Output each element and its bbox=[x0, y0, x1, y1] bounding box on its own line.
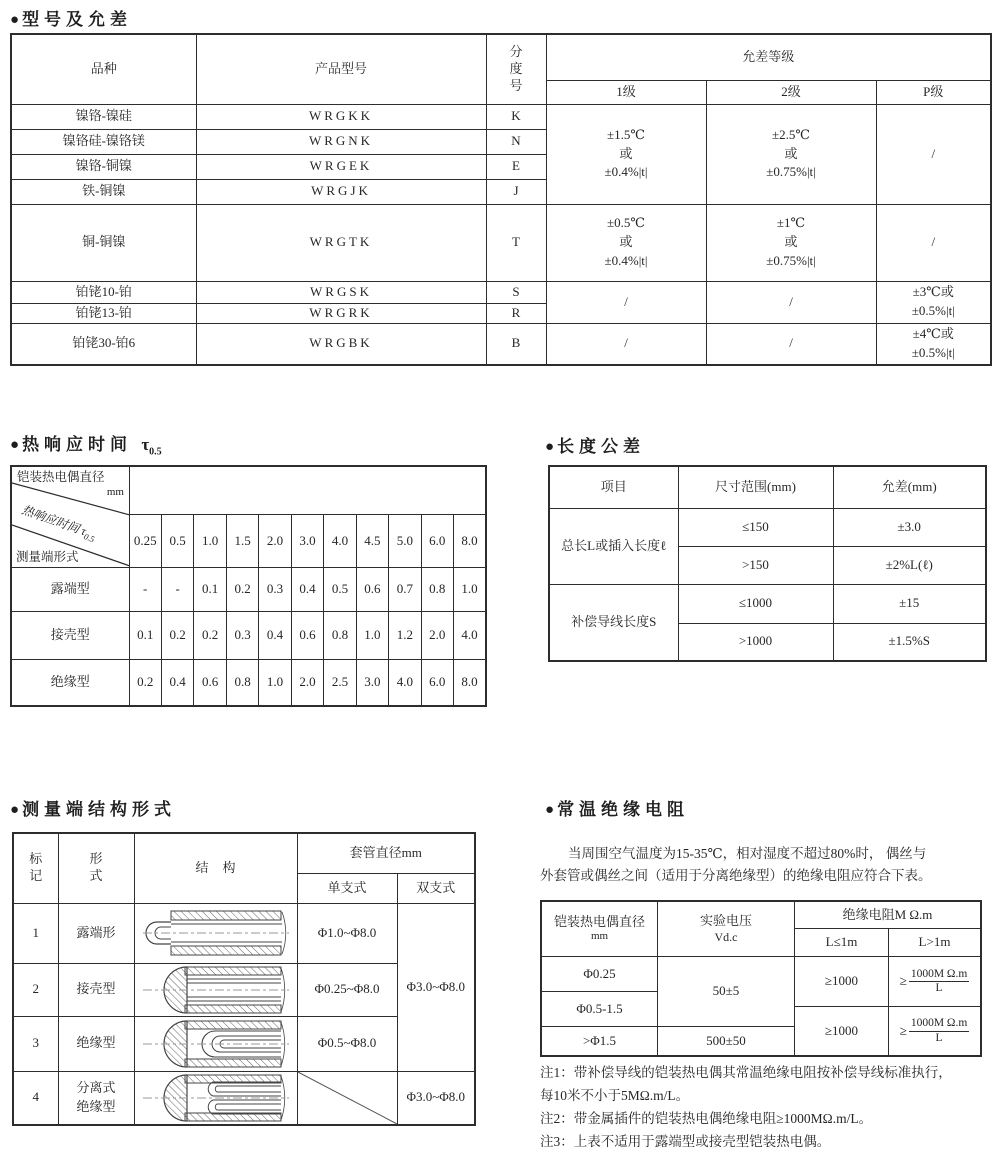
table-cell: 0.2 bbox=[226, 568, 258, 612]
table-cell: 3 bbox=[13, 1016, 58, 1071]
header-form: 形式 bbox=[58, 833, 134, 903]
section-title-structure bbox=[10, 795, 176, 820]
header-insulation-resistance: 绝缘电阻M Ω.m bbox=[795, 902, 980, 929]
table-cell: - bbox=[129, 568, 161, 612]
resistance-fraction-cell: ≥ $\frac{\text{1000M Ω.m}}{L}$ bbox=[899, 1017, 968, 1044]
bullet-icon: ● bbox=[10, 437, 23, 453]
table-cell: 1.2 bbox=[389, 612, 421, 660]
diameter-header: 5.0 bbox=[389, 515, 421, 568]
section-title-length-tolerance bbox=[545, 432, 645, 457]
header-graduation: 分度号 bbox=[486, 34, 546, 104]
table-cell: 0.2 bbox=[194, 612, 226, 660]
table-cell: 0.8 bbox=[421, 568, 453, 612]
header-grade-1: 1级 bbox=[546, 80, 706, 104]
empty-strip-cell bbox=[129, 466, 486, 515]
header-tolerance: 允差(mm) bbox=[833, 466, 986, 508]
table-cell: Φ0.5-1.5 bbox=[542, 992, 658, 1027]
table-cell: 8.0 bbox=[454, 660, 486, 706]
table-cell: 0.6 bbox=[194, 660, 226, 706]
diagram-exposed-junction bbox=[141, 907, 291, 959]
table-cell: ±2%L(ℓ) bbox=[833, 546, 986, 584]
table-cell: T bbox=[486, 204, 546, 281]
table-cell: 0.7 bbox=[389, 568, 421, 612]
table-cell: S bbox=[486, 281, 546, 303]
table-cell: 0.3 bbox=[259, 568, 291, 612]
structure-diagram-cell bbox=[134, 1071, 297, 1125]
structure-diagram-cell bbox=[134, 903, 297, 963]
table-cell: Φ0.25 bbox=[542, 957, 658, 992]
table-cell: R bbox=[486, 303, 546, 323]
header-structure: 结构 bbox=[134, 833, 297, 903]
table-cell: >Φ1.5 bbox=[542, 1027, 658, 1055]
table-cell: 1 bbox=[13, 903, 58, 963]
note-line: 注2：带金属插件的铠装热电偶绝缘电阻≥1000MΩ.m/L。 bbox=[540, 1110, 873, 1126]
tau-subscript: 0.5 bbox=[149, 446, 162, 458]
table-cell: Φ0.5~Φ8.0 bbox=[297, 1016, 397, 1071]
tolerance-cell-b-1: / bbox=[546, 323, 706, 365]
table-cell: 2.5 bbox=[324, 660, 356, 706]
table-cell: K bbox=[486, 104, 546, 129]
header-single: 单支式 bbox=[297, 873, 397, 903]
table-cell: 0.8 bbox=[226, 660, 258, 706]
diameter-header: 0.25 bbox=[129, 515, 161, 568]
table-cell: 绝缘型 bbox=[58, 1016, 134, 1071]
table-cell: 镍铬-镍硅 bbox=[11, 104, 196, 129]
header-tolerance-grade: 允差等级 bbox=[546, 34, 991, 80]
table-cell: 0.5 bbox=[324, 568, 356, 612]
table-cell: ±1.5%S bbox=[833, 623, 986, 661]
structure-diagram-cell bbox=[134, 963, 297, 1016]
tolerance-cell-sr-1: / bbox=[546, 281, 706, 323]
response-time-table bbox=[10, 465, 487, 707]
insulation-paragraph bbox=[540, 843, 992, 886]
table-cell: 500±50 bbox=[658, 1027, 795, 1055]
table-cell: >150 bbox=[678, 546, 833, 584]
row-label: 绝缘型 bbox=[11, 660, 129, 706]
bullet-icon: ● bbox=[545, 802, 558, 818]
insulation-notes bbox=[540, 1062, 995, 1154]
tolerance-cell-t-2: ±1℃ 或 ±0.75%|t| bbox=[706, 204, 876, 281]
corner-bottom-label: 测量端形式 bbox=[16, 550, 79, 564]
section-title-response-time-text: 热响应时间 bbox=[22, 435, 133, 454]
header-product-model: 产品型号 bbox=[196, 34, 486, 104]
tolerance-cell-b-p: ±4℃或 ±0.5%|t| bbox=[876, 323, 991, 365]
table-cell: 铂铑10-铂 bbox=[11, 281, 196, 303]
table-cell: 1.0 bbox=[259, 660, 291, 706]
header-variety: 品种 bbox=[11, 34, 196, 104]
tolerance-cell-b-2: / bbox=[706, 323, 876, 365]
corner-mid-label: 热响应时间 $\tau_{0.5}$ bbox=[19, 502, 96, 545]
table-cell: N bbox=[486, 129, 546, 154]
header-l-le-1m: L≤1m bbox=[795, 929, 889, 957]
table-cell: 1.0 bbox=[454, 568, 486, 612]
slash-cell bbox=[297, 1071, 397, 1125]
table-cell: 50±5 bbox=[658, 957, 795, 1027]
table-cell: - bbox=[161, 568, 193, 612]
tolerance-cell-sr-p: ±3℃或 ±0.5%|t| bbox=[876, 281, 991, 323]
table-cell: WRGSK bbox=[196, 281, 486, 303]
table-cell: ≥1000 bbox=[795, 1007, 889, 1055]
table-cell: WRGEK bbox=[196, 154, 486, 179]
table-cell: 铂铑13-铂 bbox=[11, 303, 196, 323]
table-cell: E bbox=[486, 154, 546, 179]
table-cell: 4 bbox=[13, 1071, 58, 1125]
header-sheathed-diameter: 铠装热电偶直径 mm bbox=[542, 902, 658, 957]
table-cell: WRGRK bbox=[196, 303, 486, 323]
table-cell: 2.0 bbox=[421, 612, 453, 660]
table-cell: 4.0 bbox=[454, 612, 486, 660]
table-cell: 2 bbox=[13, 963, 58, 1016]
table-cell: 0.4 bbox=[259, 612, 291, 660]
table-cell: WRGNK bbox=[196, 129, 486, 154]
table-cell: 1.0 bbox=[356, 612, 388, 660]
table-cell: B bbox=[486, 323, 546, 365]
table-cell: 6.0 bbox=[421, 660, 453, 706]
structure-diagram-cell bbox=[134, 1016, 297, 1071]
table-cell: 镍铬-铜镍 bbox=[11, 154, 196, 179]
insulation-table bbox=[540, 900, 982, 1057]
structure-table bbox=[12, 832, 476, 1126]
table-cell: 镍铬硅-镍铬镁 bbox=[11, 129, 196, 154]
header-grade-2: 2级 bbox=[706, 80, 876, 104]
header-double: 双支式 bbox=[397, 873, 475, 903]
tolerance-cell-t-p: / bbox=[876, 204, 991, 281]
table-cell: 0.6 bbox=[356, 568, 388, 612]
length-tolerance-table bbox=[548, 465, 987, 662]
item-total-length: 总长L或插入长度ℓ bbox=[549, 508, 678, 584]
diameter-header: 6.0 bbox=[421, 515, 453, 568]
table-cell: Φ1.0~Φ8.0 bbox=[297, 903, 397, 963]
section-title-insulation-text: 常温绝缘电阻 bbox=[557, 800, 690, 819]
table-cell: 0.3 bbox=[226, 612, 258, 660]
table-cell: 2.0 bbox=[291, 660, 323, 706]
item-compensation-wire: 补偿导线长度S bbox=[549, 584, 678, 661]
header-item: 项目 bbox=[549, 466, 678, 508]
diameter-header: 1.5 bbox=[226, 515, 258, 568]
table-cell: ≥1000 bbox=[795, 957, 889, 1007]
table-cell: >1000 bbox=[678, 623, 833, 661]
table-cell: 接壳型 bbox=[58, 963, 134, 1016]
table-cell: Φ0.25~Φ8.0 bbox=[297, 963, 397, 1016]
header-grade-p: P级 bbox=[876, 80, 991, 104]
table-cell: 露端形 bbox=[58, 903, 134, 963]
header-size-range: 尺寸范围(mm) bbox=[678, 466, 833, 508]
bullet-icon: ● bbox=[545, 439, 558, 455]
diagram-insulated-junction bbox=[141, 1018, 291, 1070]
tolerance-cell-t-1: ±0.5℃ 或 ±0.4%|t| bbox=[546, 204, 706, 281]
diameter-header: 8.0 bbox=[454, 515, 486, 568]
tolerance-cell-knej-1: ±1.5℃ 或 ±0.4%|t| bbox=[546, 104, 706, 204]
table-cell: WRGTK bbox=[196, 204, 486, 281]
table-cell: Φ3.0~Φ8.0 bbox=[397, 1071, 475, 1125]
diameter-header: 4.0 bbox=[324, 515, 356, 568]
diagonal-slash bbox=[298, 1072, 397, 1124]
diagonal-corner-cell bbox=[11, 466, 129, 568]
table-cell: 0.4 bbox=[291, 568, 323, 612]
section-title-response-time bbox=[10, 430, 162, 457]
section-title-models bbox=[10, 5, 132, 30]
table-cell: 0.1 bbox=[194, 568, 226, 612]
table-cell: WRGBK bbox=[196, 323, 486, 365]
note-line: 注1：带补偿导线的铠装热电偶其常温绝缘电阻按补偿导线标准执行， bbox=[540, 1065, 952, 1080]
table-cell: 0.8 bbox=[324, 612, 356, 660]
row-label: 接壳型 bbox=[11, 612, 129, 660]
bullet-icon: ● bbox=[10, 802, 23, 818]
diagram-separated-insulated bbox=[141, 1072, 291, 1124]
tolerance-cell-sr-2: / bbox=[706, 281, 876, 323]
note-line: 注3：上表不适用于露端型或接壳型铠装热电偶。 bbox=[540, 1133, 831, 1149]
table-cell: ±3.0 bbox=[833, 508, 986, 546]
header-test-voltage: 实验电压 Vd.c bbox=[658, 902, 795, 957]
table-cell: 4.0 bbox=[389, 660, 421, 706]
table-cell: 铂铑30-铂6 bbox=[11, 323, 196, 365]
header-l-gt-1m: L>1m bbox=[889, 929, 980, 957]
table-cell: J bbox=[486, 179, 546, 204]
header-sheath-diameter: 套管直径mm bbox=[297, 833, 475, 873]
section-title-structure-text: 测量端结构形式 bbox=[22, 800, 177, 819]
table-cell: 3.0 bbox=[356, 660, 388, 706]
table-cell: 0.4 bbox=[161, 660, 193, 706]
table-cell: 0.2 bbox=[161, 612, 193, 660]
paragraph-line: 外套管或偶丝之间（适用于分离绝缘型）的绝缘电阻应符合下表。 bbox=[540, 867, 932, 883]
diameter-header: 1.0 bbox=[194, 515, 226, 568]
table-cell: ≤150 bbox=[678, 508, 833, 546]
diameter-header: 4.5 bbox=[356, 515, 388, 568]
paragraph-line: 当周围空气温度为15-35℃，相对湿度不超过80%时， 偶丝与 bbox=[568, 846, 927, 861]
table-cell: 0.6 bbox=[291, 612, 323, 660]
bullet-icon: ● bbox=[10, 12, 23, 28]
table-cell: WRGJK bbox=[196, 179, 486, 204]
table-cell: ≤1000 bbox=[678, 584, 833, 623]
header-mark: 标记 bbox=[13, 833, 58, 903]
diagonal-header-graphic bbox=[12, 467, 130, 567]
table-cell: 0.1 bbox=[129, 612, 161, 660]
table-cell: 铁-铜镍 bbox=[11, 179, 196, 204]
table-cell: ±15 bbox=[833, 584, 986, 623]
note-line: 每10米不小于5MΩ.m/L。 bbox=[540, 1087, 690, 1103]
diameter-header: 0.5 bbox=[161, 515, 193, 568]
table-cell: 铜-铜镍 bbox=[11, 204, 196, 281]
row-label: 露端型 bbox=[11, 568, 129, 612]
section-title-models-text: 型号及允差 bbox=[22, 10, 133, 29]
section-title-length-text: 长度公差 bbox=[557, 437, 646, 456]
diameter-header: 2.0 bbox=[259, 515, 291, 568]
table-cell: 分离式 绝缘型 bbox=[58, 1071, 134, 1125]
double-merged-cell: Φ3.0~Φ8.0 bbox=[397, 903, 475, 1071]
diameter-header: 3.0 bbox=[291, 515, 323, 568]
diagram-grounded-junction bbox=[141, 964, 291, 1016]
tau-symbol: τ bbox=[141, 435, 150, 454]
corner-unit-label: mm bbox=[106, 486, 124, 498]
corner-top-label: 铠装热电偶直径 bbox=[17, 470, 105, 484]
resistance-fraction-cell: ≥ $\frac{\text{1000M Ω.m}}{L}$ bbox=[889, 957, 980, 1007]
table-cell: 0.2 bbox=[129, 660, 161, 706]
table-cell: WRGKK bbox=[196, 104, 486, 129]
section-title-insulation bbox=[545, 795, 689, 820]
tolerance-cell-knej-2: ±2.5℃ 或 ±0.75%|t| bbox=[706, 104, 876, 204]
models-table bbox=[10, 33, 992, 366]
tolerance-cell-knej-p: / bbox=[876, 104, 991, 204]
